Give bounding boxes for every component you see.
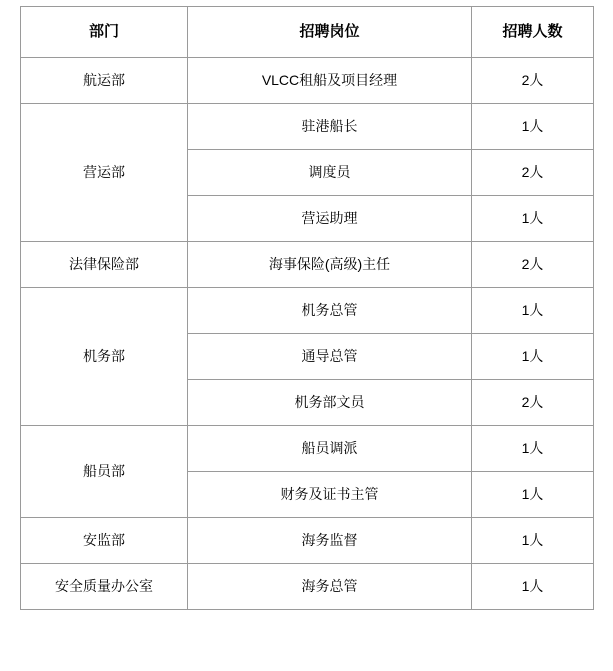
table-row: [21, 58, 594, 104]
cell-position: 船员调派: [188, 426, 472, 472]
cell-department: 营运部: [21, 104, 188, 242]
table-row: [21, 518, 594, 564]
table-row: [21, 426, 594, 472]
cell-position: 机务部文员: [188, 380, 472, 426]
cell-headcount: 2人: [472, 242, 594, 288]
cell-position: VLCC租船及项目经理: [188, 58, 472, 104]
cell-position: 营运助理: [188, 196, 472, 242]
cell-headcount: 1人: [472, 196, 594, 242]
column-header-position: 招聘岗位: [188, 7, 472, 58]
cell-department: 机务部: [21, 288, 188, 426]
cell-department: 航运部: [21, 58, 188, 104]
table-row: [21, 288, 594, 334]
cell-headcount: 2人: [472, 380, 594, 426]
cell-headcount: 1人: [472, 564, 594, 610]
cell-position: 海务总管: [188, 564, 472, 610]
table-header-row: [21, 7, 594, 58]
table-row: [21, 104, 594, 150]
table-row: [21, 564, 594, 610]
cell-position: 财务及证书主管: [188, 472, 472, 518]
cell-position: 驻港船长: [188, 104, 472, 150]
cell-position: 调度员: [188, 150, 472, 196]
cell-position: 海事保险(高级)主任: [188, 242, 472, 288]
cell-position: 海务监督: [188, 518, 472, 564]
cell-department: 法律保险部: [21, 242, 188, 288]
cell-headcount: 2人: [472, 58, 594, 104]
column-header-headcount: 招聘人数: [472, 7, 594, 58]
cell-position: 机务总管: [188, 288, 472, 334]
cell-position: 通导总管: [188, 334, 472, 380]
cell-department: 安监部: [21, 518, 188, 564]
table-header: [21, 7, 594, 58]
cell-department: 安全质量办公室: [21, 564, 188, 610]
table-row: [21, 242, 594, 288]
cell-headcount: 1人: [472, 426, 594, 472]
recruitment-table: [20, 6, 594, 610]
cell-headcount: 1人: [472, 104, 594, 150]
table-body: [21, 58, 594, 610]
cell-headcount: 1人: [472, 334, 594, 380]
cell-department: 船员部: [21, 426, 188, 518]
cell-headcount: 2人: [472, 150, 594, 196]
cell-headcount: 1人: [472, 518, 594, 564]
column-header-department: 部门: [21, 7, 188, 58]
cell-headcount: 1人: [472, 288, 594, 334]
cell-headcount: 1人: [472, 472, 594, 518]
